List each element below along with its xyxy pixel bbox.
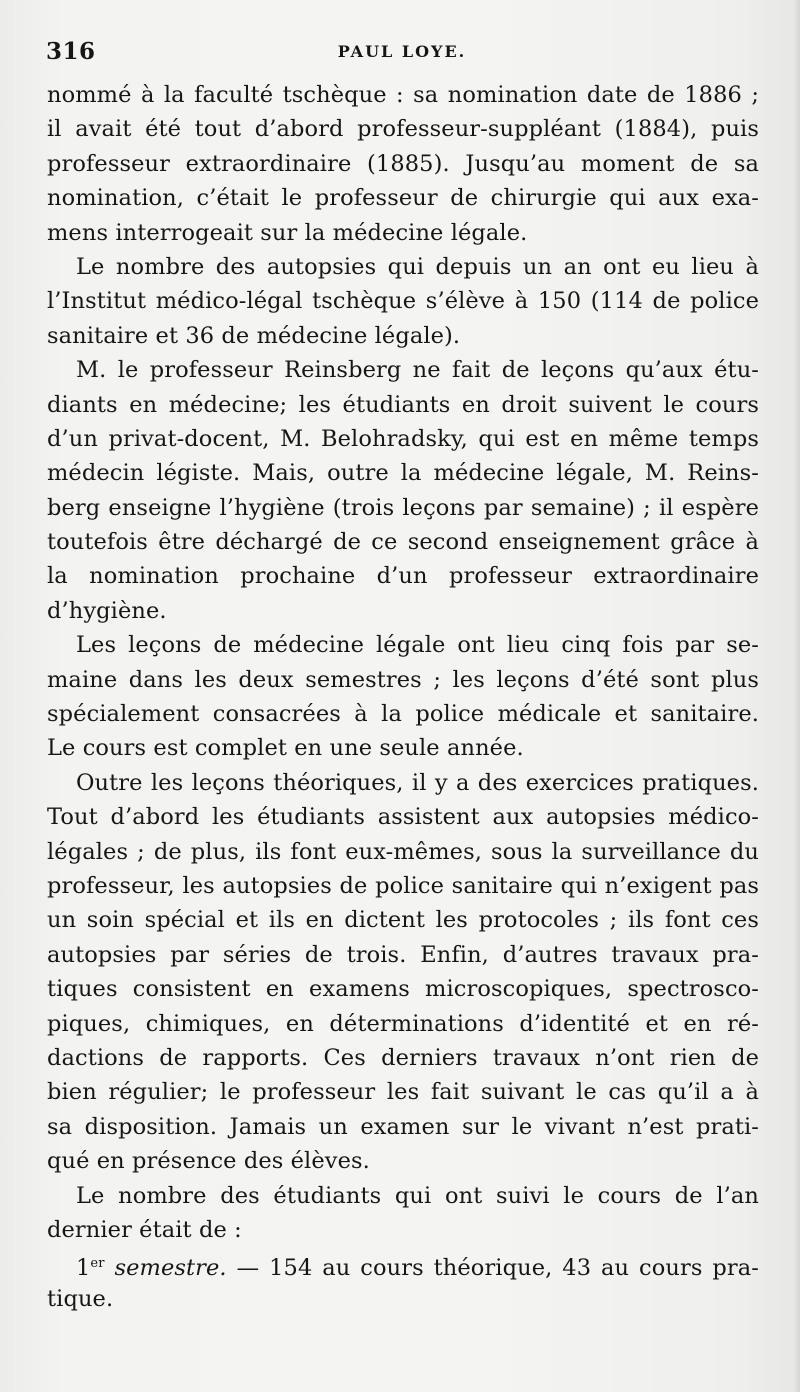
text-line: autopsies par séries de trois. Enfin, d’autres travaux pra-	[47, 941, 759, 968]
text-line: nommé à la faculté tschèque : sa nomination date de 1886 ;	[47, 82, 759, 108]
body-text	[47, 78, 759, 1316]
page-edge-shadow	[794, 0, 800, 1392]
text-line: qué en présence des élèves.	[47, 1148, 370, 1175]
text-line: légales ; de plus, ils font eux-mêmes, sous la surveillance du	[47, 838, 759, 865]
semester-line	[47, 1247, 759, 1281]
text-line: diants en médecine; les étudiants en droit suivent le cours	[47, 391, 759, 418]
text-line: dactions de rapports. Ces derniers travaux n’ont rien de	[47, 1044, 759, 1071]
text-line: Les leçons de médecine légale ont lieu cinq fois par se-	[76, 632, 759, 659]
semester-text: — 154 au cours théorique, 43 au cours pra-	[226, 1255, 759, 1282]
semester-word: semestre.	[114, 1255, 227, 1282]
text-line: professeur, les autopsies de police sanitaire qui n’exigent pas	[47, 872, 759, 899]
text-line: sa disposition. Jamais un examen sur le vivant n’est prati-	[47, 1113, 759, 1140]
text-line: nomination, c’était le professeur de chirurgie qui aux exa-	[47, 185, 759, 212]
text-line: bien régulier; le professeur les fait suivant le cas qu’il a à	[47, 1079, 759, 1106]
text-line: Tout d’abord les étudiants assistent aux autopsies médico-	[47, 804, 759, 831]
text-line: médecin légiste. Mais, outre la médecine légale, M. Reins-	[47, 460, 759, 487]
text-line: berg enseigne l’hygiène (trois leçons par semaine) ; il espère	[47, 494, 759, 521]
page-number: 316	[46, 38, 96, 65]
text-line: professeur extraordinaire (1885). Jusqu’au moment de sa	[47, 150, 759, 177]
running-title: PAUL LOYE.	[337, 42, 467, 61]
text-line: M. le professeur Reinsberg ne fait de leçons qu’aux étu-	[76, 357, 759, 384]
text-line: piques, chimiques, en déterminations d’identité et en ré-	[47, 1010, 759, 1037]
text-line: d’un privat-docent, M. Belohradsky, qui est en même temps	[47, 425, 759, 452]
text-line: toutefois être déchargé de ce second enseignement grâce à	[47, 529, 759, 556]
text-line: il avait été tout d’abord professeur-suppléant (1884), puis	[47, 116, 759, 143]
text-line: maine dans les deux semestres ; les leçons d’été sont plus	[47, 666, 759, 693]
text-line: tique.	[47, 1285, 114, 1312]
text-line: dernier était de :	[47, 1216, 242, 1243]
text-line: sanitaire et 36 de médecine légale).	[47, 322, 461, 349]
semester-ordinal: 1	[76, 1255, 91, 1282]
text-line: l’Institut médico-légal tschèque s’élève à 150 (114 de police	[47, 288, 759, 315]
text-line: mens interrogeait sur la médecine légale.	[47, 219, 528, 246]
text-line: d’hygiène.	[47, 597, 167, 624]
text-line: spécialement consacrées à la police médicale et sanitaire.	[47, 701, 759, 728]
text-line: Le nombre des étudiants qui ont suivi le cours de l’an	[76, 1182, 759, 1209]
text-line: la nomination prochaine d’un professeur extraordinaire	[47, 563, 759, 590]
text-line: Outre les leçons théoriques, il y a des exercices pratiques.	[76, 769, 759, 796]
text-line: Le cours est complet en une seule année.	[47, 735, 524, 762]
text-line: Le nombre des autopsies qui depuis un an ont eu lieu à	[76, 253, 759, 280]
running-head	[46, 38, 758, 70]
text-line: un soin spécial et ils en dictent les protocoles ; ils font ces	[47, 907, 759, 934]
semester-ordinal-suffix: er	[90, 1256, 105, 1272]
text-line: tiques consistent en examens microscopiques, spectrosco-	[47, 976, 759, 1003]
